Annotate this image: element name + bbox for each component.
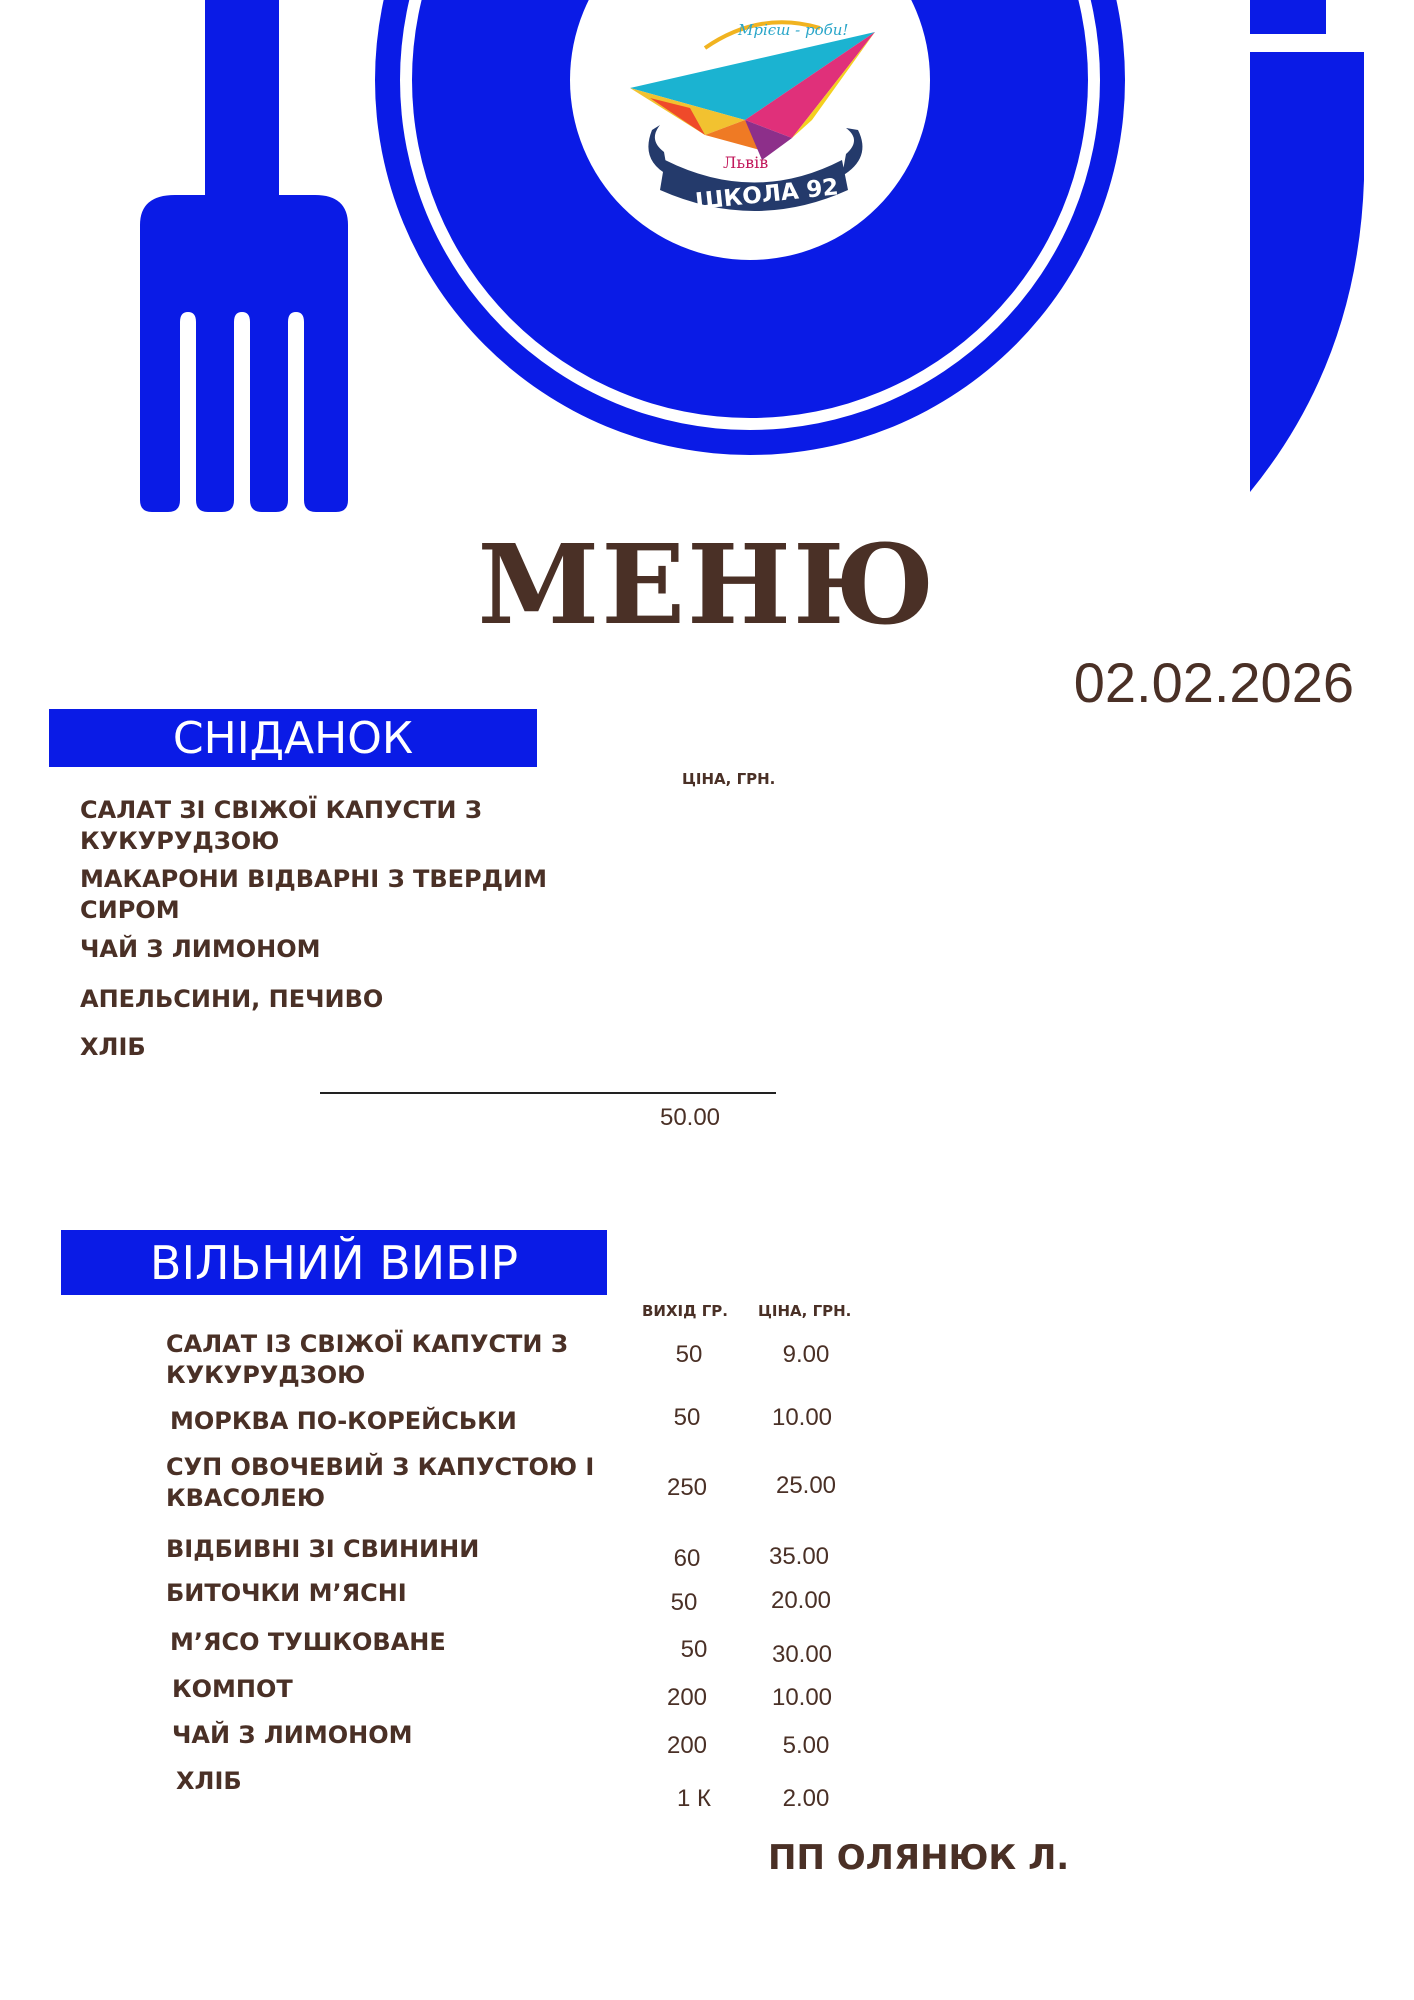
supplier-signature: ПП ОЛЯНЮК Л. xyxy=(768,1838,1070,1878)
free-choice-item-line: КВАСОЛЕЮ xyxy=(166,1484,325,1512)
breakfast-item-line: СИРОМ xyxy=(80,896,180,924)
item-price: 30.00 xyxy=(771,1641,833,1668)
item-yield: 250 xyxy=(666,1474,708,1501)
breakfast-item xyxy=(80,934,321,965)
free-choice-heading xyxy=(61,1230,607,1295)
breakfast-item-line: САЛАТ ЗІ СВІЖОЇ КАПУСТИ З xyxy=(80,796,482,824)
logo-school-name: ШКОЛА 92 xyxy=(694,174,840,216)
item-yield: 50 xyxy=(670,1589,698,1616)
item-price: 10.00 xyxy=(771,1404,833,1431)
breakfast-heading xyxy=(49,709,537,767)
free-choice-item xyxy=(170,1406,517,1437)
free-choice-item xyxy=(172,1674,293,1705)
free-choice-item-line: ВІДБИВНІ ЗІ СВИНИНИ xyxy=(166,1535,480,1563)
item-yield: 200 xyxy=(666,1732,708,1759)
total-divider xyxy=(320,1092,776,1094)
breakfast-item-line: АПЕЛЬСИНИ, ПЕЧИВО xyxy=(80,985,384,1013)
breakfast-item-line: КУКУРУДЗОЮ xyxy=(80,827,280,855)
free-choice-price-header: ЦІНА, ГРН. xyxy=(758,1302,852,1320)
free-choice-item xyxy=(170,1627,446,1658)
item-price: 5.00 xyxy=(782,1732,830,1759)
item-yield: 1 К xyxy=(677,1785,711,1812)
free-choice-item xyxy=(166,1452,594,1514)
logo-slogan: Мрієш - роби! xyxy=(738,21,849,39)
item-price: 10.00 xyxy=(771,1684,833,1711)
free-choice-item-line: КОМПОТ xyxy=(172,1675,293,1703)
free-choice-item-line: КУКУРУДЗОЮ xyxy=(166,1361,366,1389)
item-price: 9.00 xyxy=(782,1341,830,1368)
breakfast-item xyxy=(80,1032,146,1063)
breakfast-item xyxy=(80,795,482,857)
breakfast-item-line: ЧАЙ З ЛИМОНОМ xyxy=(80,935,321,963)
free-choice-item xyxy=(166,1578,407,1609)
free-choice-item xyxy=(176,1766,242,1797)
breakfast-item xyxy=(80,864,547,926)
item-yield: 50 xyxy=(673,1404,701,1431)
breakfast-total: 50.00 xyxy=(659,1104,721,1131)
free-choice-heading-label: ВІЛЬНИЙ ВИБІР xyxy=(149,1235,519,1290)
item-yield: 50 xyxy=(675,1341,703,1368)
item-yield: 50 xyxy=(680,1636,708,1663)
page-title: МЕНЮ xyxy=(477,520,937,649)
free-choice-item-line: СУП ОВОЧЕВИЙ З КАПУСТОЮ І xyxy=(166,1453,595,1481)
free-choice-item xyxy=(166,1534,479,1565)
item-price: 35.00 xyxy=(768,1543,830,1570)
breakfast-price-header: ЦІНА, ГРН. xyxy=(682,770,776,788)
free-choice-item-line: БИТОЧКИ М’ЯСНІ xyxy=(166,1579,407,1607)
yield-header: ВИХІД ГР. xyxy=(642,1302,728,1320)
free-choice-item-line: САЛАТ ІЗ СВІЖОЇ КАПУСТИ З xyxy=(166,1330,568,1358)
breakfast-item xyxy=(80,984,383,1015)
breakfast-item-line: ХЛІБ xyxy=(80,1033,146,1061)
fork-icon xyxy=(140,0,348,512)
free-choice-item-line: М’ЯСО ТУШКОВАНЕ xyxy=(170,1628,446,1656)
free-choice-item-line: ЧАЙ З ЛИМОНОМ xyxy=(172,1721,413,1749)
item-yield: 60 xyxy=(673,1545,701,1572)
menu-date: 02.02.2026 xyxy=(1073,651,1354,714)
item-price: 20.00 xyxy=(770,1587,832,1614)
free-choice-item-line: МОРКВА ПО-КОРЕЙСЬКИ xyxy=(170,1407,517,1435)
knife-icon xyxy=(1250,0,1364,492)
item-yield: 200 xyxy=(666,1684,708,1711)
logo-city: Львів xyxy=(723,153,769,172)
free-choice-item xyxy=(166,1329,568,1391)
free-choice-item-line: ХЛІБ xyxy=(176,1767,242,1795)
breakfast-heading-label: СНІДАНОК xyxy=(172,712,414,764)
item-price: 25.00 xyxy=(775,1472,837,1499)
item-price: 2.00 xyxy=(782,1785,830,1812)
breakfast-item-line: МАКАРОНИ ВІДВАРНІ З ТВЕРДИМ xyxy=(80,865,547,893)
free-choice-item xyxy=(172,1720,413,1751)
